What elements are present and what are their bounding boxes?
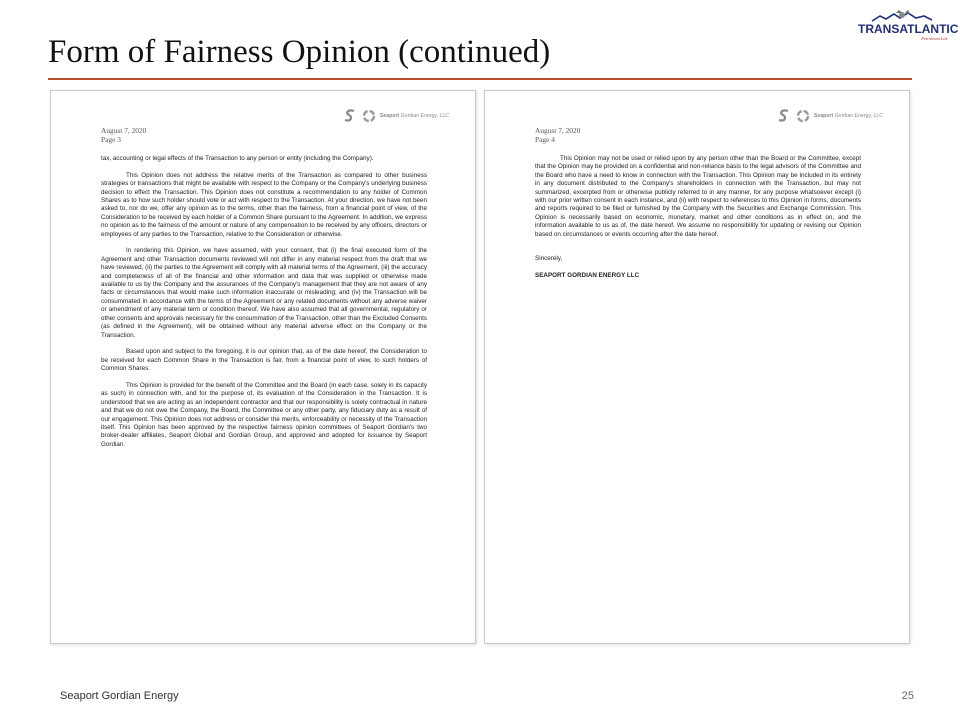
letter-page-label: Page 3 [101, 135, 121, 144]
letterhead-logo [342, 107, 449, 125]
letter-closing: Sincerely, [535, 255, 563, 263]
letter-paragraph: tax, accounting or legal effects of the Transaction to any person or entity (including the Company). [101, 155, 374, 162]
company-logo-subtitle: Petroleum Ltd. [921, 36, 948, 41]
seaport-s-icon [342, 108, 358, 124]
company-logo [852, 10, 959, 46]
document-page-3 [50, 90, 476, 644]
seaport-ring-icon [362, 109, 376, 123]
letterhead-brand-bold: Seaport [379, 113, 400, 119]
letterhead-logo [776, 107, 883, 125]
title-divider [48, 78, 912, 80]
letterhead-brand-rest: Gordian Energy, LLC [399, 113, 449, 119]
letter-paragraph: This Opinion may not be used or relied upon by any person other than the Board or the Committee, except that the Opinion may be provided on a confidential and non-reliance basis to the legal advisors of the Committee and the Board who have a need to know in connection with the Transaction. This Opinion may be included in its entirety in any document distributed to the Company's shareholders in connection with the Transaction, but may not summarized, excerpted from or otherwise publicly referred to in any manner, for any purpose whatsoever except (i) with our prior written consent in each instance, and (ii) with respect to references to this Opinion in forms, documents and reports required to be filed or furnished by the Company with the Securities and Exchange Commission. This Opinion is necessarily based on economic, monetary, market and other conditions as in effect on, and the information available to us as of, the date hereof. We assume no responsibility for updating or revising our Opinion based on circumstances or events occurring after the date hereof. [535, 155, 861, 238]
page-number: 25 [901, 690, 914, 702]
letter-paragraph: Based upon and subject to the foregoing, it is our opinion that, as of the date hereof, the Consideration to be received for each Common Share in the Transaction is fair, from a financial point of view, to such holders of Common Shares. [101, 348, 427, 373]
letter-page-label: Page 4 [535, 135, 555, 144]
letter-signature: SEAPORT GORDIAN ENERGY LLC [535, 271, 640, 279]
letterhead-brand-rest: Gordian Energy, LLC [833, 113, 883, 119]
letterhead-brand-bold: Seaport [813, 113, 834, 119]
slide-title: Form of Fairness Opinion (continued) [48, 34, 551, 70]
letter-date: August 7, 2020 [101, 126, 147, 135]
page-date-block [101, 126, 146, 144]
letter-body [101, 155, 427, 458]
document-page-4 [484, 90, 910, 644]
seaport-s-icon [776, 108, 792, 124]
letter-paragraph: This Opinion does not address the relative merits of the Transaction as compared to other business strategies or transactions that might be available with respect to the Company or the Company's underlying business decision to effect the Transaction. This Opinion does not constitute a recommendation to any holder of Common Shares as to how such holder should vote or act with respect to the Transaction. At your direction, we have not been asked to, nor do we, offer any opinion as to the terms, other than the fairness, from a financial point of view, of the Consideration to be received by each holder of a Common Share pursuant to the Agreement. In addition, we express no opinion as to the fairness of the amount or nature of any compensation to be received by any officers, directors or employees of any parties to the Transaction, relative to the Consideration or otherwise. [101, 171, 427, 238]
company-logo-name: TRANSATLANTIC [858, 22, 959, 36]
seaport-ring-icon [796, 109, 810, 123]
letter-date: August 7, 2020 [535, 126, 581, 135]
letter-body [535, 155, 861, 289]
letter-paragraph: In rendering this Opinion, we have assumed, with your consent, that (i) the final executed form of the Agreement and other Transaction documents reviewed will not differ in any material respect from the draft that we have reviewed, (ii) the parties to the Agreement will comply with all material terms of the Agreement, (iii) the accuracy and completeness of all of the financial and other information and data that was supplied or otherwise made available to us by the Company and the assurances of the Company's management that they are not aware of any facts or circumstances that would make such information inaccurate or misleading; and (iv) the Transaction will be consummated in accordance with the terms of the Agreement or any related documents without any adverse waiver or amendment of any material term or condition thereof. We have also assumed that all governmental, regulatory or other consents and approvals necessary for the consummation of the Transaction, other than the Excluded Consents (as defined in the Agreement), will be obtained without any material adverse effect on the Company or the Transaction. [101, 247, 427, 339]
page-date-block [535, 126, 580, 144]
letter-paragraph: This Opinion is provided for the benefit of the Committee and the Board (in each case, solely in its capacity as such) in connection with, and for the purpose of, its evaluation of the Consideration in the Transaction. It is understood that we are acting as an independent contractor and that our responsibility is solely contractual in nature and that we do not owe the Company, the Board, the Committee or any other party, any fiduciary duty as a result of our engagement. This Opinion does not address or consider the merits, enforceability or necessity of the Transaction itself. This Opinion has been approved by the respective fairness opinion committees of Seaport Gordian's two broker-dealer affiliates, Seaport Global and Gordian Group, and approved and adopted for issuance by Seaport Gordian. [101, 381, 427, 448]
footer-company: Seaport Gordian Energy [60, 690, 179, 702]
